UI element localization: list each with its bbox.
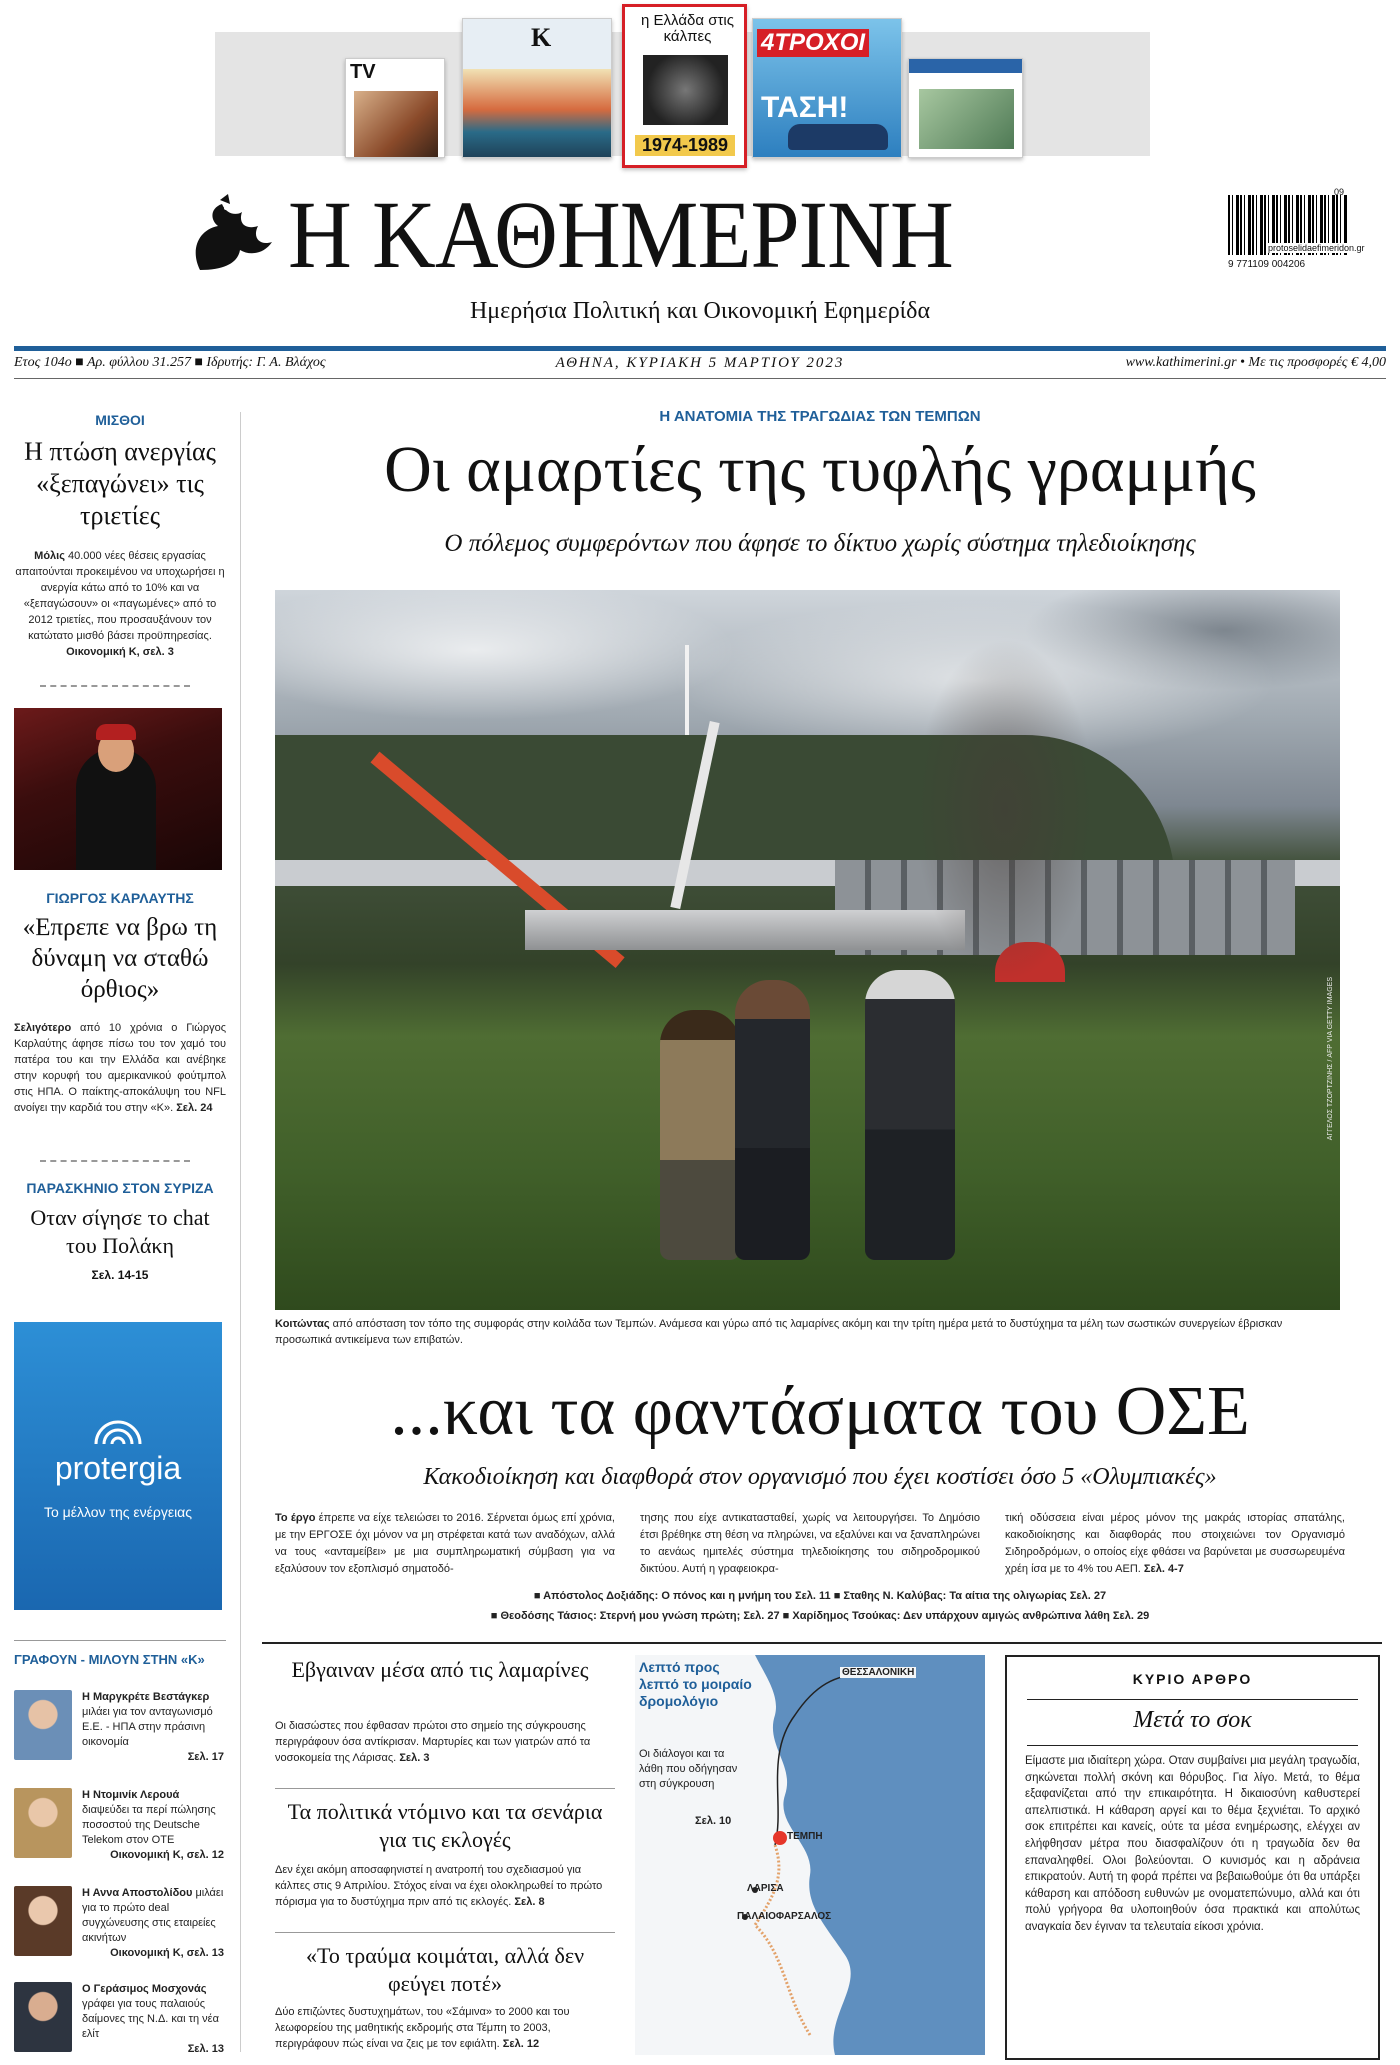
main-subhead: Ο πόλεμος συμφερόντων που άφησε το δίκτυο χωρίς σύστημα τηλεδιοίκησης (444, 530, 1196, 557)
supplement-k[interactable] (462, 18, 612, 158)
supplement-real-estate[interactable] (908, 58, 1023, 158)
syriza-title[interactable]: Οταν σίγησε το chat του Πολάκη (30, 1205, 210, 1258)
divider-dashed (40, 685, 190, 687)
misthoi-title[interactable]: Η πτώση ανεργίας «ξεπαγώνει» τις τριετίες (24, 437, 216, 530)
grafoun-item-name: Η Μαργκρέτε Βεστάγκερ (82, 1691, 210, 1703)
masthead-subtitle: Ημερήσια Πολιτική και Οικονομική Εφημερίδα (469, 298, 931, 324)
map-label-thessaloniki: ΘΕΣΣΑΛΟΝΙΚΗ (842, 1667, 915, 1678)
misthoi-body (14, 548, 226, 660)
photo-person-right (865, 970, 955, 1260)
protergia-ad[interactable] (14, 1322, 222, 1610)
caption-lead: Κοιτώντας (275, 1318, 330, 1330)
rule-thin (14, 378, 1386, 379)
main-photo[interactable] (275, 590, 1340, 1310)
supplement-k-label: K (531, 23, 552, 52)
avatar (14, 1690, 72, 1760)
griffin-logo-icon (180, 190, 280, 280)
barcode-issue: 09 (1334, 187, 1345, 197)
story3-body (275, 2004, 615, 2052)
body-col3-ref: Σελ. 4-7 (1143, 1563, 1184, 1575)
syriza-label: ΠΑΡΑΣΚΗΝΙΟ ΣΤΟΝ ΣΥΡΙΖΑ (26, 1180, 214, 1196)
editorial-label: ΚΥΡΙΟ ΑΡΘΡΟ (1132, 1671, 1253, 1687)
misthoi-text: 40.000 νέες θέσεις εργασίας απαιτούνται προκειμένου να υποχωρήσει η ανεργία κάτω από το 10% και να «ξεπαγώσουν» οι «παγωμένες» από το 2012 τριετίες, που προσαυξάνουν τον κατώτατο μισθό βάσει προϋπηρεσίας. (15, 550, 225, 642)
karlaftis-body (14, 1020, 226, 1116)
photo-caption (275, 1316, 1340, 1348)
supplement-real-estate-photo (919, 89, 1014, 149)
body-column-1 (275, 1510, 615, 1578)
misthoi-lead: Μόλις (34, 550, 65, 562)
story-divider (275, 1788, 615, 1789)
story2-text: Δεν έχει ακόμη αποσαφηνιστεί η ανατροπή του σχεδιασμού για κάλπες στις 9 Απριλίου. Στόχος είναι να έχει ολοκληρωθεί το πρώτο πόρισμα για το δυστύχημα πριν από τις εκλογές. (275, 1864, 603, 1908)
supplement-book-art (643, 55, 728, 125)
divider-dashed (40, 1160, 190, 1162)
masthead-title: Η ΚΑΘΗΜΕΡΙΝΗ (288, 181, 953, 288)
infoline-left: Ετος 104ο ■ Αρ. φύλλου 31.257 ■ Ιδρυτής: Γ. Α. Βλάχος (14, 355, 326, 370)
avatar (14, 1788, 72, 1858)
supplement-auto-cover: ΤΑΣΗ! (761, 91, 849, 124)
body-col2-text: τησης που είχε αντικατασταθεί, χωρίς να λειτουργήσει. Το Δημόσιο έτσι βρέθηκε στη θέση να πληρώνει, να εξαλύνει και να ξαναπληρώνει το αενάως ημιτελές σύστημα τηλεδιοίκησης του σιδηροδρομικού δικτύου. Αυτή η γραφειοκρα- (640, 1512, 980, 1575)
story3-text: Δύο επιζώντες δυστυχημάτων, του «Σάμινα» το 2000 και του λεωφορείου της μαθητικής εκδρομής στα Τέμπη το 2003, περιγράφουν πώς είναι να ζεις με τον εφιάλτη. (275, 2006, 570, 2050)
body-col1-text: έπρεπε να είχε τελειώσει το 2016. Σέρνεται όμως επί χρόνια, με την ΕΡΓΟΣΕ όχι μόνον να μη στρέφεται κατά των αναδόχων, αλλά να τους «ανταμείβει» με μια συμπληρωματική σύμβαση για να εξαλύσουν τον εξοπλισμό σηματοδό- (275, 1512, 615, 1575)
rule-thick (14, 346, 1386, 351)
photo-wreckage (525, 910, 965, 950)
story1-body (275, 1718, 615, 1766)
photo-tree (915, 640, 1095, 980)
avatar (14, 1982, 72, 2052)
grafoun-item-ref: Σελ. 13 (187, 2043, 224, 2055)
supplement-auto-title: 4ΤΡΟΧΟΙ (757, 29, 869, 57)
supplement-tv-label: TV (350, 61, 376, 83)
body-column-3 (1005, 1510, 1345, 1578)
body-col1-lead: Το έργο (275, 1512, 316, 1524)
story2-title[interactable]: Τα πολιτικά ντόμινο και τα σενάρια για τις εκλογές (287, 1799, 603, 1852)
rule-grafoun (14, 1640, 226, 1641)
infoline-center: ΑΘΗΝΑ, ΚΥΡΙΑΚΗ 5 ΜΑΡΤΙΟΥ 2023 (555, 355, 845, 371)
protergia-tagline: Το μέλλον της ενέργειας (43, 1504, 193, 1520)
grafoun-item-desc: μιλάει για το πρώτο deal συγχώνευσης στις εταιρείες ακινήτων (82, 1887, 224, 1944)
karlaftis-label: ΓΙΩΡΓΟΣ ΚΑΡΛΑΥΤΗΣ (46, 890, 194, 906)
story3-title[interactable]: «Το τραύμα κοιμάται, αλλά δεν φεύγει ποτέ» (305, 1943, 585, 1996)
story1-text: Οι διασώστες που έφθασαν πρώτοι στο σημείο της σύγκρουσης περιγράφουν όσα αντίκρισαν. Μαρτυρίες και των γιατρών από τα νοσοκομεία της Λάρισας. (275, 1720, 591, 1764)
supplement-tv-photo (354, 91, 438, 157)
karlaftis-photo[interactable] (14, 708, 222, 870)
infoline-right[interactable]: www.kathimerini.gr • Με τις προσφορές € 4,00 (1125, 355, 1386, 370)
grafoun-item-desc: μιλάει για τον ανταγωνισμό Ε.Ε. - ΗΠΑ στην πράσινη οικονομία (82, 1706, 213, 1748)
subhead-2: Κακοδιοίκηση και διαφθορά στον οργανισμό που έχει κοστίσει όσο 5 «Ολυμπιακές» (423, 1464, 1217, 1490)
map-ref: Σελ. 10 (695, 1815, 732, 1827)
misthoi-label: ΜΙΣΘΟΙ (95, 412, 145, 428)
sidebar-divider (240, 412, 241, 2052)
grafoun-item-ref: Οικονομική Κ, σελ. 13 (110, 1947, 224, 1959)
map-body: Οι διάλογοι και τα λάθη που οδήγησαν στη σύγκρουση (639, 1748, 738, 1790)
grafoun-item-text (82, 1788, 224, 1863)
refs-line-1[interactable]: ■ Απόστολος Δοξιάδης: Ο πόνος και η μνήμη του Σελ. 11 ■ Σταθης Ν. Καλύβας: Τα αίτια της ολιγωρίας Σελ. 27 (533, 1590, 1107, 1602)
story1-ref: Σελ. 3 (399, 1752, 430, 1764)
grafoun-item[interactable] (14, 1982, 224, 2062)
main-kicker: Η ΑΝΑΤΟΜΙΑ ΤΗΣ ΤΡΑΓΩΔΙΑΣ ΤΩΝ ΤΕΜΠΩΝ (659, 408, 981, 425)
body-column-2 (640, 1510, 980, 1578)
grafoun-label: ΓΡΑΦΟΥΝ - ΜΙΛΟΥΝ ΣΤΗΝ «Κ» (14, 1652, 205, 1667)
map-label-larisa: ΛΑΡΙΣΑ (747, 1883, 784, 1894)
main-headline[interactable]: Οι αμαρτίες της τυφλής γραμμής (384, 433, 1256, 506)
supplement-k-art (463, 69, 612, 158)
map-title: Λεπτό προς λεπτό το μοιραίο δρομολόγιο (639, 1659, 752, 1709)
supplement-book-title: η Ελλάδα στις κάλπες (641, 12, 734, 45)
grafoun-item[interactable] (14, 1886, 224, 1976)
grafoun-item-name: Ο Γεράσιμος Μοσχονάς (82, 1983, 207, 1995)
headline-2[interactable]: ...και τα φαντάσματα του ΟΣΕ (390, 1373, 1250, 1450)
supplement-auto-car (788, 124, 888, 150)
grafoun-item[interactable] (14, 1690, 224, 1780)
grafoun-item-text (82, 1690, 224, 1765)
photo-turbine (685, 645, 689, 735)
story2-body (275, 1862, 615, 1910)
grafoun-item-name: Η Αννα Αποστολίδου (82, 1887, 193, 1899)
protergia-brand: protergia (54, 1450, 182, 1486)
barcode-site: protoselidaefimeridon.gr (1268, 243, 1365, 253)
grafoun-item-desc: διαψεύδει τα περί πώλησης ποσοστού της Deutsche Telekom στον ΟΤΕ (82, 1804, 216, 1846)
grafoun-item-desc: γράφει για τους παλαιούς δαίμονες της Ν.Δ. και τη νέα ελίτ (82, 1998, 219, 2040)
supplement-tv[interactable] (345, 58, 445, 158)
syriza-ref: Σελ. 14-15 (91, 1268, 149, 1282)
editorial-rule (1027, 1699, 1358, 1700)
route-map-graphic (635, 1655, 985, 2055)
photo-credit: ΑΓΓΕΛΟΣ ΤΖΟΡΤΖΙΝΗΣ / AFP VIA GETTY IMAGES (1327, 976, 1334, 1140)
caption-text: από απόσταση τον τόπο της συμφοράς στην κοιλάδα των Τεμπών. Ανάμεσα και γύρω από τις λαμαρίνες ακόμη και την τρίτη ημέρα μετά το δυστύχημα τα μέλη των σωστικών συνεργείων έβρισκαν προσωπικά αντικείμενα των επιβατών. (275, 1318, 1283, 1346)
story1-title[interactable]: Εβγαιναν μέσα από τις λαμαρίνες (291, 1657, 589, 1682)
body-col3-text: τική οδύσσεια είναι μέρος μόνον της μακράς ιστορίας σπατάλης, κακοδιοίκησης και διαφθοράς που στοιχειώνει τον Οργανισμό Σιδηροδρόμων, ο οποίος είχε φθάσει να βαρύνεται με συσσωρευμένα χρέη ίσα με το 4% του ΑΕΠ. (1005, 1512, 1345, 1575)
karlaftis-cap (96, 724, 136, 740)
karlaftis-title[interactable]: «Επρεπε να βρω τη δύναμη να σταθώ όρθιος» (22, 914, 218, 1003)
story-divider (275, 1932, 615, 1933)
story3-ref: Σελ. 12 (502, 2038, 540, 2050)
refs-line-2[interactable]: ■ Θεοδόσης Τάσιος: Στερνή μου γνώση πρώτη; Σελ. 27 ■ Χαρίδημος Τσούκας: Δεν υπάρχουν αμιγώς ανθρώπινα λάθη Σελ. 29 (490, 1610, 1150, 1622)
misthoi-ref: Οικονομική Κ, σελ. 3 (66, 646, 174, 658)
map-label-tempi: ΤΕΜΠΗ (787, 1831, 823, 1842)
grafoun-item-text (82, 1886, 224, 1961)
map-label-palaiofarsalos: ΠΑΛΑΙΟΦΑΡΣΑΛΟΣ (737, 1911, 832, 1922)
karlaftis-text: από 10 χρόνια ο Γιώργος Καρλαύτης άφησε πίσω του τον χαμό του πατέρα του και την Ελλάδα και ανέβηκε στην κορυφή του αμερικανικού φούτμπολ στις ΗΠΑ. Ο παίκτης-αποκάλυψη του NFL ανοίγει την καρδιά του στην «Κ». (14, 1022, 226, 1114)
route-map[interactable] (635, 1655, 985, 2055)
story2-ref: Σελ. 8 (514, 1896, 545, 1908)
photo-person-left (660, 1010, 740, 1260)
grafoun-item-name: Η Ντομινίκ Λερουά (82, 1789, 180, 1801)
karlaftis-ref: Σελ. 24 (176, 1102, 213, 1114)
supplement-auto[interactable] (752, 18, 902, 158)
editorial-rule (1027, 1745, 1358, 1746)
grafoun-item-text (82, 1982, 224, 2057)
avatar (14, 1886, 72, 1956)
editorial-body: Είμαστε μια ιδιαίτερη χώρα. Οταν συμβαίνει μια μεγάλη τραγωδία, σηκώνεται πολλή σκόνη και θόρυβος. Για λίγο. Μετά, το θέμα εξαφανίζεται από την επικαιρότητα. Η δικαιοσύνη καθυστερεί απελπιστικά. Η κάθαρση αργεί και το θέμα ξεχνιέται. Το αρχικό σοκ επιτρέπει και κανείς, ούτε τα μέσα ενημέρωσης, ελέγχει αν ελήφθησαν μέτρα που διασφαλίζουν ότι η τραγωδία δεν θα επαναληφθεί. Ολοι βολεύονται. Ο κυνισμός και η αδράνεια επικρατούν. Αυτή τη φορά πρέπει να βεβαιωθούμε ότι θα υπάρξει κάθαρση και απόδοση ευθυνών με ονοματεπώνυμο, αλλά και ότι πολύ γρήγορα θα υλοποιηθούν όσα πρακτικά και απολύτως αναγκαία δεν έγιναν τα τελευταία είκοσι χρόνια. (1025, 1755, 1360, 1933)
photo-person-middle (735, 980, 810, 1260)
karlaftis-lead: Σελιγότερο (14, 1022, 72, 1034)
grafoun-item-ref: Σελ. 17 (187, 1751, 224, 1763)
supplement-book-years: 1974-1989 (635, 135, 735, 156)
editorial-title[interactable]: Μετά το σοκ (1133, 1707, 1252, 1733)
editorial-box (1005, 1655, 1380, 2060)
barcode (1228, 187, 1365, 275)
grafoun-item-ref: Οικονομική Κ, σελ. 12 (110, 1849, 224, 1861)
barcode-number: 9 771109 004206 (1228, 259, 1306, 270)
protergia-logo-icon (92, 1404, 144, 1446)
rule-lower (262, 1642, 1382, 1644)
supplement-real-estate-header (909, 59, 1023, 73)
grafoun-item[interactable] (14, 1788, 224, 1878)
supplement-book[interactable] (622, 4, 747, 168)
